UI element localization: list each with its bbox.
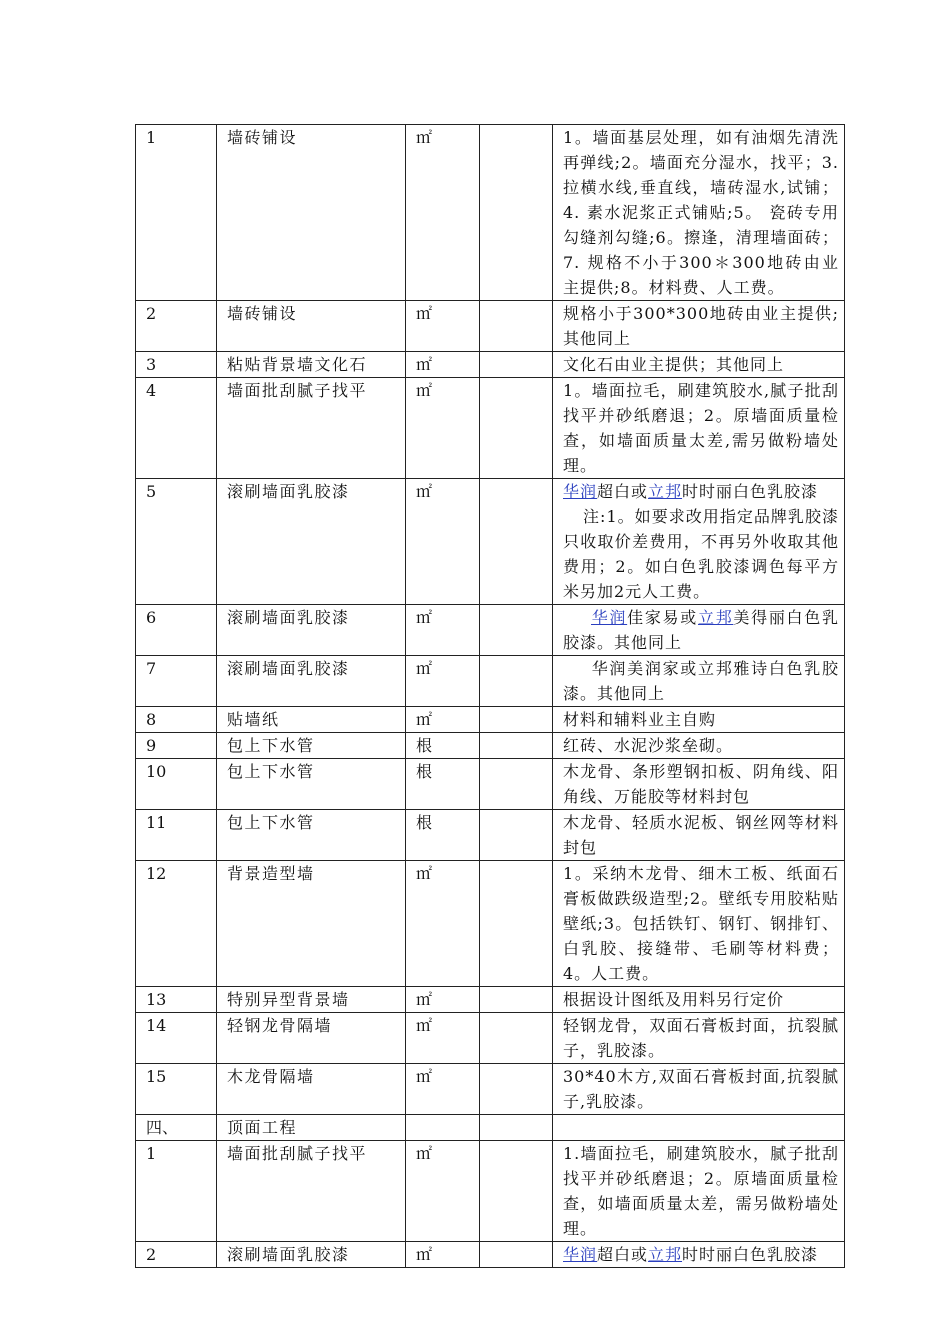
item-number: 15 bbox=[136, 1064, 217, 1115]
item-name: 轻钢龙骨隔墙 bbox=[217, 1013, 406, 1064]
item-description: 1。墙面拉毛，刷建筑胶水,腻子批刮找平并砂纸磨退；2。原墙面质量检查，如墙面质量太差,需另做粉墙处理。 bbox=[553, 378, 845, 479]
item-number: 1 bbox=[136, 1141, 217, 1242]
item-unit: ㎡ bbox=[406, 987, 480, 1013]
item-name: 包上下水管 bbox=[217, 759, 406, 810]
item-name: 木龙骨隔墙 bbox=[217, 1064, 406, 1115]
item-name: 包上下水管 bbox=[217, 810, 406, 861]
item-number: 2 bbox=[136, 1242, 217, 1268]
item-quantity bbox=[480, 1141, 553, 1242]
item-description: 文化石由业主提供；其他同上 bbox=[553, 352, 845, 378]
brand-link-huarun[interactable]: 华润 bbox=[591, 608, 628, 627]
brand-link-libang[interactable]: 立邦 bbox=[648, 1245, 683, 1264]
table-row bbox=[136, 479, 845, 605]
table-row bbox=[136, 352, 845, 378]
item-description: 规格小于300*300地砖由业主提供;其他同上 bbox=[553, 301, 845, 352]
item-quantity bbox=[480, 810, 553, 861]
item-quantity bbox=[480, 987, 553, 1013]
item-unit: ㎡ bbox=[406, 1242, 480, 1268]
table-row bbox=[136, 656, 845, 707]
item-quantity bbox=[480, 378, 553, 479]
desc-text: 时时丽白色乳胶漆 bbox=[682, 482, 819, 501]
item-name: 滚刷墙面乳胶漆 bbox=[217, 605, 406, 656]
item-quantity bbox=[480, 861, 553, 987]
item-description bbox=[553, 479, 845, 605]
item-quantity bbox=[480, 1013, 553, 1064]
item-description bbox=[553, 605, 845, 656]
item-name: 滚刷墙面乳胶漆 bbox=[217, 1242, 406, 1268]
item-name: 特别异型背景墙 bbox=[217, 987, 406, 1013]
desc-text: 佳家易或 bbox=[627, 608, 698, 627]
item-name: 滚刷墙面乳胶漆 bbox=[217, 656, 406, 707]
item-description bbox=[553, 1242, 845, 1268]
desc-text: 超白或 bbox=[597, 482, 649, 501]
item-quantity bbox=[480, 1064, 553, 1115]
table-row bbox=[136, 125, 845, 301]
item-description: 轻钢龙骨，双面石膏板封面，抗裂腻子，乳胶漆。 bbox=[553, 1013, 845, 1064]
table-row bbox=[136, 605, 845, 656]
item-number: 9 bbox=[136, 733, 217, 759]
table-row bbox=[136, 301, 845, 352]
item-unit bbox=[406, 1115, 480, 1141]
construction-spec-table bbox=[135, 124, 845, 1268]
item-quantity bbox=[480, 605, 553, 656]
table-row bbox=[136, 1013, 845, 1064]
item-name: 贴墙纸 bbox=[217, 707, 406, 733]
table-row bbox=[136, 861, 845, 987]
item-unit: ㎡ bbox=[406, 1013, 480, 1064]
desc-text: 时时丽白色乳胶漆 bbox=[682, 1245, 819, 1264]
item-quantity bbox=[480, 301, 553, 352]
item-quantity bbox=[480, 733, 553, 759]
item-number: 2 bbox=[136, 301, 217, 352]
table-row bbox=[136, 759, 845, 810]
item-number: 5 bbox=[136, 479, 217, 605]
item-description: 材料和辅料业主自购 bbox=[553, 707, 845, 733]
item-description: 木龙骨、轻质水泥板、钢丝网等材料封包 bbox=[553, 810, 845, 861]
item-quantity bbox=[480, 352, 553, 378]
desc-note: 注:1。如要求改用指定品牌乳胶漆只收取价差费用，不再另外收取其他费用；2。如白色乳胶漆调色每平方米另加2元人工费。 bbox=[563, 507, 839, 601]
item-unit: ㎡ bbox=[406, 301, 480, 352]
item-number: 13 bbox=[136, 987, 217, 1013]
item-number: 8 bbox=[136, 707, 217, 733]
item-description: 红砖、水泥沙浆垒砌。 bbox=[553, 733, 845, 759]
item-unit: ㎡ bbox=[406, 479, 480, 605]
brand-link-libang[interactable]: 立邦 bbox=[648, 482, 683, 501]
item-name: 墙砖铺设 bbox=[217, 301, 406, 352]
item-description: 30*40木方,双面石膏板封面,抗裂腻子,乳胶漆。 bbox=[553, 1064, 845, 1115]
item-unit: ㎡ bbox=[406, 656, 480, 707]
item-quantity bbox=[480, 479, 553, 605]
item-name: 墙面批刮腻子找平 bbox=[217, 1141, 406, 1242]
item-quantity bbox=[480, 707, 553, 733]
section-title: 顶面工程 bbox=[217, 1115, 406, 1141]
item-unit: ㎡ bbox=[406, 707, 480, 733]
item-unit: 根 bbox=[406, 810, 480, 861]
section-header-row bbox=[136, 1115, 845, 1141]
item-quantity bbox=[480, 656, 553, 707]
item-description: 1。采纳木龙骨、细木工板、纸面石膏板做跌级造型;2。壁纸专用胶粘贴壁纸;3。包括铁钉、钢钉、钢排钉、白乳胶、接缝带、毛刷等材料费；4。人工费。 bbox=[553, 861, 845, 987]
item-quantity bbox=[480, 759, 553, 810]
item-description bbox=[553, 656, 845, 707]
brand-link-libang[interactable]: 立邦 bbox=[697, 608, 734, 627]
item-quantity bbox=[480, 1115, 553, 1141]
item-unit: ㎡ bbox=[406, 1141, 480, 1242]
item-description: 木龙骨、条形塑钢扣板、阴角线、阳角线、万能胶等材料封包 bbox=[553, 759, 845, 810]
table-row bbox=[136, 987, 845, 1013]
item-unit: 根 bbox=[406, 733, 480, 759]
item-unit: ㎡ bbox=[406, 605, 480, 656]
table-row bbox=[136, 1141, 845, 1242]
desc-text: 美得丽白色乳胶漆。其他同上 bbox=[563, 608, 839, 652]
item-number: 10 bbox=[136, 759, 217, 810]
item-unit: ㎡ bbox=[406, 861, 480, 987]
table-row bbox=[136, 378, 845, 479]
brand-link-huarun[interactable]: 华润 bbox=[563, 482, 598, 501]
item-description: 根据设计图纸及用料另行定价 bbox=[553, 987, 845, 1013]
item-number: 3 bbox=[136, 352, 217, 378]
item-description: 1.墙面拉毛，刷建筑胶水，腻子批刮找平并砂纸磨退；2。原墙面质量检查，如墙面质量太差，需另做粉墙处理。 bbox=[553, 1141, 845, 1242]
brand-link-huarun[interactable]: 华润 bbox=[563, 1245, 598, 1264]
item-unit: ㎡ bbox=[406, 125, 480, 301]
section-number: 四、 bbox=[136, 1115, 217, 1141]
item-name: 粘贴背景墙文化石 bbox=[217, 352, 406, 378]
table-row bbox=[136, 1064, 845, 1115]
item-name: 背景造型墙 bbox=[217, 861, 406, 987]
table-row bbox=[136, 733, 845, 759]
desc-text: 华润美润家或立邦雅诗白色乳胶漆。其他同上 bbox=[563, 659, 839, 703]
item-number: 7 bbox=[136, 656, 217, 707]
item-unit: ㎡ bbox=[406, 1064, 480, 1115]
item-description bbox=[553, 1115, 845, 1141]
item-number: 4 bbox=[136, 378, 217, 479]
table-row bbox=[136, 1242, 845, 1268]
item-name: 包上下水管 bbox=[217, 733, 406, 759]
item-unit: ㎡ bbox=[406, 352, 480, 378]
table-row bbox=[136, 810, 845, 861]
item-quantity bbox=[480, 1242, 553, 1268]
item-description: 1。墙面基层处理，如有油烟先清洗再弹线;2。墙面充分湿水，找平；3.拉横水线,垂直线，墙砖湿水,试铺；4. 素水泥浆正式铺贴;5。 瓷砖专用勾缝剂勾缝;6。擦逢，清理墙面砖；7. 规格不小于300＊300地砖由业主提供;8。材料费、人工费。 bbox=[553, 125, 845, 301]
item-number: 1 bbox=[136, 125, 217, 301]
item-number: 6 bbox=[136, 605, 217, 656]
item-number: 12 bbox=[136, 861, 217, 987]
item-number: 11 bbox=[136, 810, 217, 861]
item-number: 14 bbox=[136, 1013, 217, 1064]
item-name: 滚刷墙面乳胶漆 bbox=[217, 479, 406, 605]
table-row bbox=[136, 707, 845, 733]
desc-text: 超白或 bbox=[597, 1245, 649, 1264]
item-unit: ㎡ bbox=[406, 378, 480, 479]
item-name: 墙砖铺设 bbox=[217, 125, 406, 301]
item-unit: 根 bbox=[406, 759, 480, 810]
item-name: 墙面批刮腻子找平 bbox=[217, 378, 406, 479]
item-quantity bbox=[480, 125, 553, 301]
